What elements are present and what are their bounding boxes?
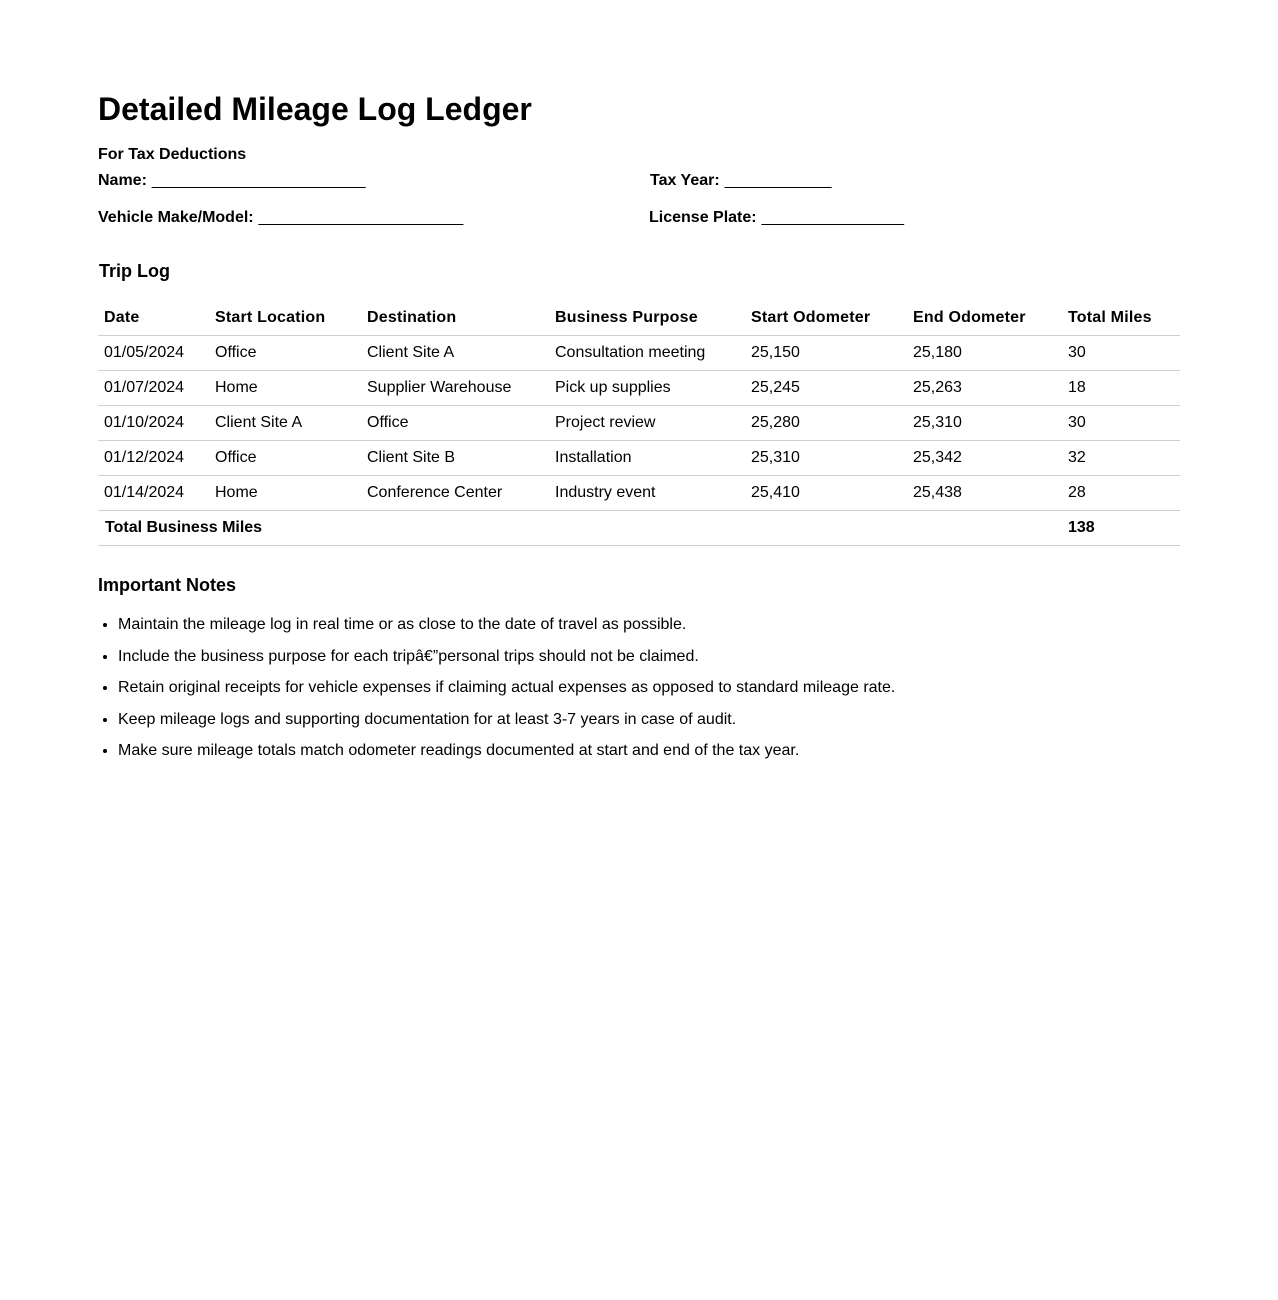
column-header-total-miles: Total Miles [1062,300,1180,336]
table-row [98,406,1180,441]
cell-date: 01/12/2024 [98,441,209,476]
cell-total-miles: 32 [1062,441,1180,476]
cell-total-miles: 18 [1062,371,1180,406]
cell-start-odometer: 25,310 [745,441,907,476]
cell-start-location: Office [209,441,361,476]
tax-year-blank-line: ____________ [724,172,832,189]
cell-business-purpose: Project review [549,406,745,441]
list-item: • Make sure mileage totals match odometer readings documented at start and end of the tax year. [118,735,1180,767]
table-row [98,371,1180,406]
column-header-destination: Destination [361,300,549,336]
trip-log-heading: Trip Log [99,261,170,281]
cell-business-purpose: Pick up supplies [549,371,745,406]
list-item: • Retain original receipts for vehicle expenses if claiming actual expenses as opposed to standard mileage rate. [118,672,1180,704]
cell-end-odometer: 25,342 [907,441,1062,476]
cell-destination: Conference Center [361,476,549,511]
total-business-miles-value: 138 [1062,511,1180,546]
vehicle-field [98,208,463,228]
cell-start-odometer: 25,280 [745,406,907,441]
cell-start-location: Office [209,336,361,371]
license-plate-blank-line: ________________ [761,209,904,226]
name-field [98,171,365,191]
name-blank-line: ________________________ [151,172,366,189]
cell-start-location: Home [209,371,361,406]
cell-start-odometer: 25,150 [745,336,907,371]
vehicle-label: Vehicle Make/Model: [98,209,254,226]
table-row [98,476,1180,511]
cell-destination: Office [361,406,549,441]
cell-end-odometer: 25,180 [907,336,1062,371]
cell-destination: Client Site B [361,441,549,476]
cell-total-miles: 30 [1062,336,1180,371]
column-header-start-odometer: Start Odometer [745,300,907,336]
list-item: • Keep mileage logs and supporting documentation for at least 3-7 years in case of audit. [118,704,1180,736]
cell-end-odometer: 25,263 [907,371,1062,406]
table-row [98,441,1180,476]
document-title: Detailed Mileage Log Ledger [98,91,532,127]
cell-date: 01/14/2024 [98,476,209,511]
total-business-miles-label: Total Business Miles [98,511,1062,546]
document-subtitle: For Tax Deductions [98,146,247,163]
important-notes-heading: Important Notes [98,575,237,595]
column-header-start-location: Start Location [209,300,361,336]
cell-start-location: Home [209,476,361,511]
cell-business-purpose: Installation [549,441,745,476]
column-header-business-purpose: Business Purpose [549,300,745,336]
table-row [98,336,1180,371]
cell-total-miles: 28 [1062,476,1180,511]
list-item: • Include the business purpose for each tripâ€”personal trips should not be claimed. [118,641,1180,673]
license-plate-label: License Plate: [649,209,757,226]
cell-total-miles: 30 [1062,406,1180,441]
cell-destination: Supplier Warehouse [361,371,549,406]
cell-destination: Client Site A [361,336,549,371]
cell-date: 01/05/2024 [98,336,209,371]
cell-start-location: Client Site A [209,406,361,441]
column-header-end-odometer: End Odometer [907,300,1062,336]
cell-start-odometer: 25,245 [745,371,907,406]
notes-list [98,609,1180,767]
list-item: • Maintain the mileage log in real time or as close to the date of travel as possible. [118,609,1180,641]
column-header-date: Date [98,300,209,336]
trip-log-table [98,300,1180,546]
table-header-row [98,300,1180,336]
vehicle-blank-line: _______________________ [258,209,464,226]
total-row [98,511,1180,546]
cell-business-purpose: Consultation meeting [549,336,745,371]
cell-start-odometer: 25,410 [745,476,907,511]
cell-date: 01/10/2024 [98,406,209,441]
tax-year-label: Tax Year: [650,172,720,189]
cell-date: 01/07/2024 [98,371,209,406]
tax-year-field [650,171,831,191]
name-label: Name: [98,172,147,189]
cell-end-odometer: 25,438 [907,476,1062,511]
license-plate-field [649,208,904,228]
cell-end-odometer: 25,310 [907,406,1062,441]
cell-business-purpose: Industry event [549,476,745,511]
